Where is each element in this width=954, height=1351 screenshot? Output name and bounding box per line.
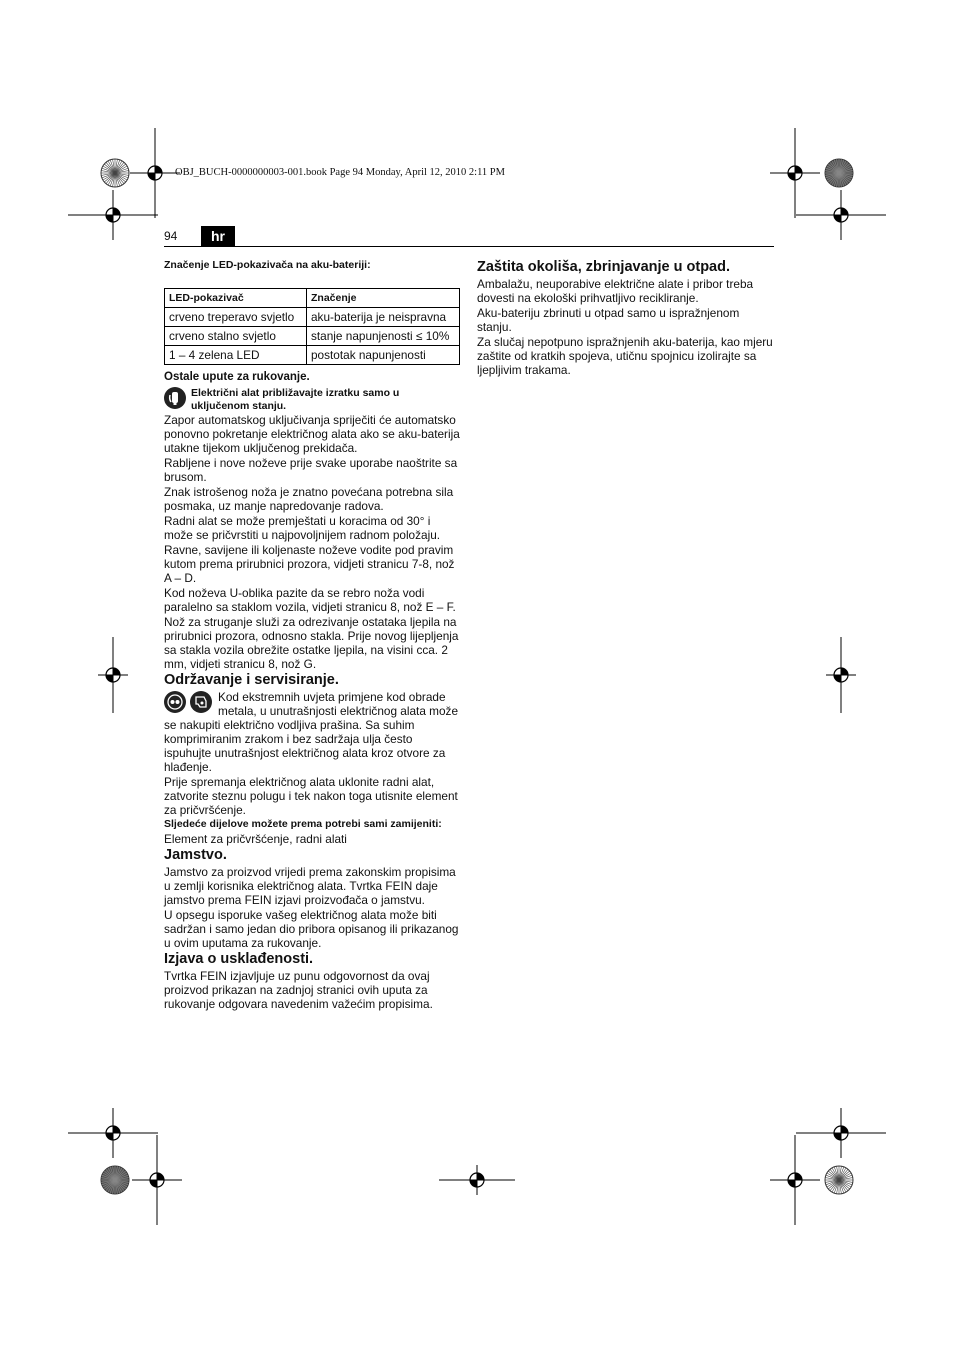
led-table: [164, 288, 460, 365]
color-wheel-icon: [100, 1165, 130, 1195]
table-header-meaning: Značenje: [307, 289, 460, 308]
header-rule: [164, 246, 774, 247]
table-cell: 1 – 4 zelena LED: [165, 346, 307, 365]
table-cell: aku-baterija je neispravna: [307, 308, 460, 327]
paragraph: Znak istrošenog noža je znatno povećana potrebna sila posmaka, uz manje napredovanje radova.: [164, 485, 454, 513]
registration-mark-icon: [796, 190, 886, 240]
conformity-heading: Izjava o usklađenosti.: [164, 951, 314, 967]
page-number: 94: [164, 229, 178, 243]
protective-goggles-icon: [164, 691, 186, 713]
left-column: [164, 259, 460, 1012]
color-wheel-icon: [100, 158, 130, 188]
table-header-row: [165, 289, 460, 308]
paragraph: Aku-bateriju zbrinuti u otpad samo u ispražnjenom stanju.: [477, 306, 740, 334]
dust-mask-icon: [190, 691, 212, 713]
paragraph: U opsegu isporuke vašeg električnog alata može biti sadržan i samo jedan dio pribora opisanog ili prikazanog u ovim uputama za rukovanje.: [164, 908, 459, 950]
paragraph: Kod noževa U-oblika pazite da se rebro noža vodi paralelno sa staklom vozila, vidjeti stranicu 8, nož E – F.: [164, 586, 456, 614]
paragraph: Prije spremanja električnog alata uklonite radni alat, zatvorite steznu polugu i tek nakon toga utisnite element za pričvršćenje.: [164, 775, 458, 817]
paragraph: Nož za struganje služi za odrezivanje ostataka ljepila na prirubnici prozora, odnosno stakla. Prije novog lijepljenja sa stakla vozila obrežite ostatke ljepila, na visini cca. 2 mm, vidjeti stranicu 8, nož G.: [164, 615, 459, 671]
table-header-led: LED-pokazivač: [165, 289, 307, 308]
registration-mark-icon: [132, 1135, 182, 1225]
ppe-icons: [164, 690, 212, 713]
language-tab: hr: [201, 226, 235, 246]
table-cell: crveno treperavo svjetlo: [165, 308, 307, 327]
hand-tool-warning-icon: [164, 387, 186, 409]
paragraph: Jamstvo za proizvod vrijedi prema zakonskim propisima u zemlji korisnika električnog alata. Tvrtka FEIN daje jamstvo prema FEIN izjavi proizvođača o jamstvu.: [164, 865, 456, 907]
warranty-heading: Jamstvo.: [164, 847, 227, 863]
paragraph: Ambalažu, neuporabive električne alate i pribor treba dovesti na ekološki prihvatljivo recikliranje.: [477, 277, 754, 305]
led-heading: Značenje LED-pokazivača na aku-bateriji:: [164, 259, 371, 271]
right-column: [477, 259, 773, 378]
table-cell: crveno stalno svjetlo: [165, 327, 307, 346]
paragraph: Za slučaj nepotpuno ispražnjenih aku-baterija, kao mjeru zaštite od kratkih spojeva, utičnu spojnicu izolirajte sa ljepljivim trakama.: [477, 335, 773, 377]
warning-text: Električni alat približavajte izratku samo u uključenom stanju.: [191, 387, 400, 412]
color-wheel-icon: [824, 158, 854, 188]
warning-row: [164, 387, 460, 413]
registration-mark-icon: [770, 1135, 820, 1225]
color-wheel-icon: [824, 1165, 854, 1195]
maintenance-heading: Održavanje i servisiranje.: [164, 672, 339, 688]
paragraph: Rabljene i nove noževe prije svake uporabe naoštrite sa brusom.: [164, 456, 458, 484]
table-row: [165, 346, 460, 365]
table-row: [165, 327, 460, 346]
environment-heading: Zaštita okoliša, zbrinjavanje u otpad.: [477, 259, 730, 275]
paragraph: Radni alat se može premještati u koracima od 30° i može se pričvrstiti u najpovoljnijem radnom položaju.: [164, 514, 441, 542]
table-cell: stanje napunjenosti ≤ 10%: [307, 327, 460, 346]
table-row: [165, 308, 460, 327]
paragraph: Zapor automatskog uključivanja spriječiti će automatsko ponovno pokretanje električnog alata ako se aku-baterija utakne tijekom uključenog prekidača.: [164, 413, 460, 455]
print-slug: OBJ_BUCH-0000000003-001.book Page 94 Monday, April 12, 2010 2:11 PM: [175, 167, 505, 178]
replace-parts-heading: Sljedeće dijelove možete prema potrebi sami zamijeniti:: [164, 818, 442, 830]
registration-mark-icon: [98, 637, 128, 713]
other-instructions-heading: Ostale upute za rukovanje.: [164, 371, 310, 383]
paragraph: Kod ekstremnih uvjeta primjene kod obrade metala, u unutrašnjosti električnog alata može se nakupiti električno vodljiva prašina. Sa suhim komprimiranim zrakom i bez sadržaja ulja često ispuhujte unutrašnjost električnog alata kroz otvore za hlađenje.: [164, 690, 458, 774]
paragraph: Element za pričvršćenje, radni alati: [164, 832, 347, 846]
registration-mark-icon: [826, 637, 856, 713]
paragraph: Ravne, savijene ili koljenaste noževe vodite pod pravim kutom prema prirubnici prozora, vidjeti stranicu 7-8, nož A – D.: [164, 543, 455, 585]
registration-mark-icon: [439, 1165, 515, 1195]
registration-mark-icon: [68, 190, 158, 240]
table-cell: postotak napunjenosti: [307, 346, 460, 365]
paragraph: Tvrtka FEIN izjavljuje uz punu odgovornost da ovaj proizvod prikazan na zadnjoj stranici ovih uputa za rukovanje odgovara navedenim važećim propisima.: [164, 969, 433, 1011]
